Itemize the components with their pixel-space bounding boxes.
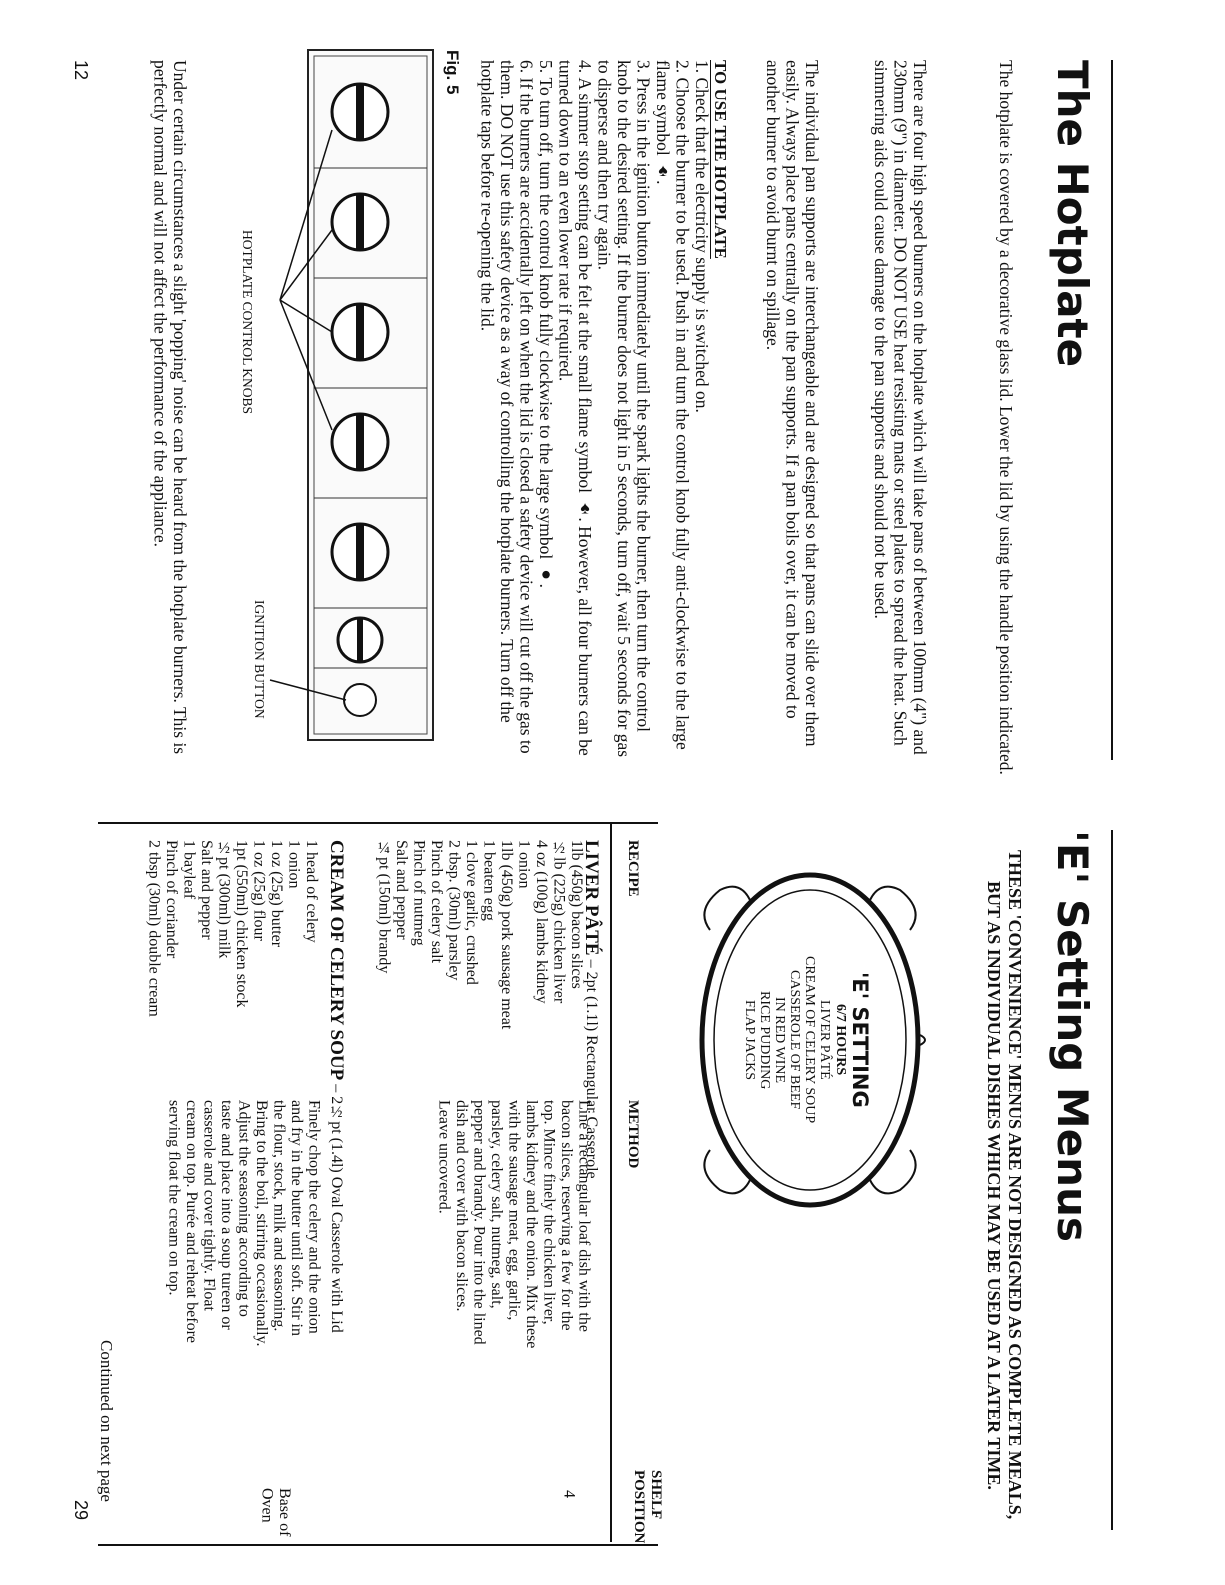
step-1: 1. Check that the electricity supply is switched on. (692, 60, 712, 413)
knob-1-icon (332, 84, 388, 140)
step-5: 5. To turn off, turn the control knob fully clockwise to the large symbol ●. (536, 60, 556, 588)
plaque-hours: 6/7 HOURS (833, 1004, 848, 1076)
header-divider (610, 822, 612, 1542)
step-4: 4. A simmer stop setting can be felt at the small flame symbol ♠. However, all four burners can be turned down to an even lower rate if required. (555, 60, 595, 756)
celery-soup-shelf: Base of Oven (258, 1488, 293, 1537)
use-hotplate-heading-v: TO USE THE HOTPLATE (711, 60, 730, 259)
step-6: 6. If the burners are accidentally left on when the lid is closed a safety device will cut off the gas to them. DO NOT use this safety device as a way of controlling the hotplate burners. Turn off the hotplate taps before re-opening the lid. (477, 60, 537, 754)
continued-note: Continued on next page (97, 1340, 116, 1502)
plaque-text (742, 920, 872, 1160)
knob-6-icon (338, 618, 382, 662)
page-number-29: 29 (71, 1500, 91, 1521)
liver-pate-method: Line a rectangular loaf dish with the bacon slices, reserving a few for the top. Mince finely the chicken liver, lambs kidney and the onion. Mix these with the sausage meat, egg, garlic, parsley, celery salt, nutmeg, salt, pepper and brandy. Pour into the lined dish and cover with bacon slices. Leave uncovered. (435, 1100, 593, 1349)
knobs-label: HOTPLATE CONTROL KNOBS (240, 230, 255, 415)
hotplate-steps-v (477, 60, 711, 760)
hotplate-footer-text: Under certain circumstances a slight 'popping' noise can be heard from the hotplate burners. This is perfectly normal and will not affect the performance of the appliance. (150, 60, 190, 755)
ignition-button-icon (344, 684, 376, 716)
knob-3-icon (332, 304, 388, 360)
col-method: METHOD (625, 1100, 641, 1169)
step-2: 2. Choose the burner to be used. Push in and turn the control knob fully anti-clockwise to the large flame symbol ♠. (653, 60, 693, 750)
liver-pate-shelf: 4 (560, 1490, 578, 1498)
ignition-label: IGNITION BUTTON (252, 600, 267, 719)
knob-4-icon (332, 414, 388, 470)
plaque-heading: 'E' SETTING (848, 972, 872, 1108)
hotplate-intro: The hotplate is covered by a decorative glass lid. Lower the lid by using the handle position indicated. (996, 60, 1016, 775)
celery-soup-ingredients: 1 head of celery 1 onion 1 oz (25g) butter 1 oz (25g) flour 1pt (550ml) chicken stock ½pt (300ml) milk Salt and pepper 1 bayleaf Pinch of coriander 2 tbsp (30ml) double cream (145, 840, 320, 1017)
plaque-item: LIVER PÂTÉ (817, 1000, 832, 1080)
plaque-item: RICE PUDDING (757, 990, 772, 1090)
fig-label: Fig. 5 (443, 50, 462, 95)
recipe-celery-soup-title: CREAM OF CELERY SOUP – 2½pt (1.4l) Oval Casserole with Lid (326, 840, 347, 1333)
plaque-item: IN RED WINE (772, 996, 787, 1084)
e-setting-title: 'E' Setting Menus (1048, 830, 1097, 1242)
hotplate-burners-text: There are four high speed burners on the hotplate which will take pans of between 100mm (4") and 230mm (9") in diameter. DO NOT USE heat resisting mats or steel plates to spread the heat. Such simmering aids could cause damage to the pan supports and should not be used. (871, 60, 930, 755)
e-setting-title-rule (1111, 830, 1113, 1530)
e-setting-subtitle: THESE 'CONVENIENCE' MENUS ARE NOT DESIGNED AS COMPLETE MEALS, BUT AS INDIVIDUAL DISHES WHICH MAY BE USED AT A LATER TIME. (984, 850, 1025, 1520)
liver-pate-ingredients: 1lb (450g) bacon slices ½lb (225g) chicken liver 4 oz (100g) lambs kidney 1 onion 1lb (450g) pork sausage meat 1 beaten egg 1 clove garlic, crushed 2 tbsp. (30ml) parsley Pinch of celery salt Pinch of nutmeg Salt and pepper ¼pt (150ml) brandy (375, 840, 585, 1030)
plaque-item: CREAM OF CELERY SOUP (802, 956, 817, 1124)
col-recipe: RECIPE (625, 840, 641, 897)
knob-5-icon (332, 524, 388, 580)
recipe-liver-pate-title: LIVER PÂTÉ – 2pt (1.1l) Rectangular Casserole (581, 840, 602, 1179)
page-number-12: 12 (71, 60, 91, 81)
hotplate-title-rule (1111, 60, 1113, 760)
knob-2-icon (332, 194, 388, 250)
hotplate-supports-text: The individual pan supports are interchangeable and are designed so that pans can slide over them easily. Always place pans centrally on the pan supports. If a pan boils over, it can be moved to another burner to avoid burnt on spillage. (763, 60, 822, 747)
plaque-item: CASSEROLE OF BEEF (787, 970, 802, 1110)
celery-soup-method: Finely chop the celery and the onion and fry in the butter until soft. Stir in the flour, stock, milk and seasoning. Bring to the boil, stirring occasionally. Adjust the seasoning according to taste and place into a soup tureen or casserole and cover tightly. Float cream on top. Purée and reheat before serving float the cream on top. (165, 1100, 323, 1347)
step-3: 3. Press in the ignition button immediately until the spark lights the burner, then turn the control knob to the desired setting. If the burner does not light in 5 seconds, turn off, wait 5 seconds for gas to disperse and then try again. (594, 60, 654, 758)
col-shelf: SHELF POSITION (631, 1470, 664, 1544)
plaque-item: FLAP JACKS (742, 999, 757, 1080)
shell-ornament-icon (920, 1035, 925, 1045)
hotplate-title-v: The Hotplate (1048, 60, 1097, 368)
